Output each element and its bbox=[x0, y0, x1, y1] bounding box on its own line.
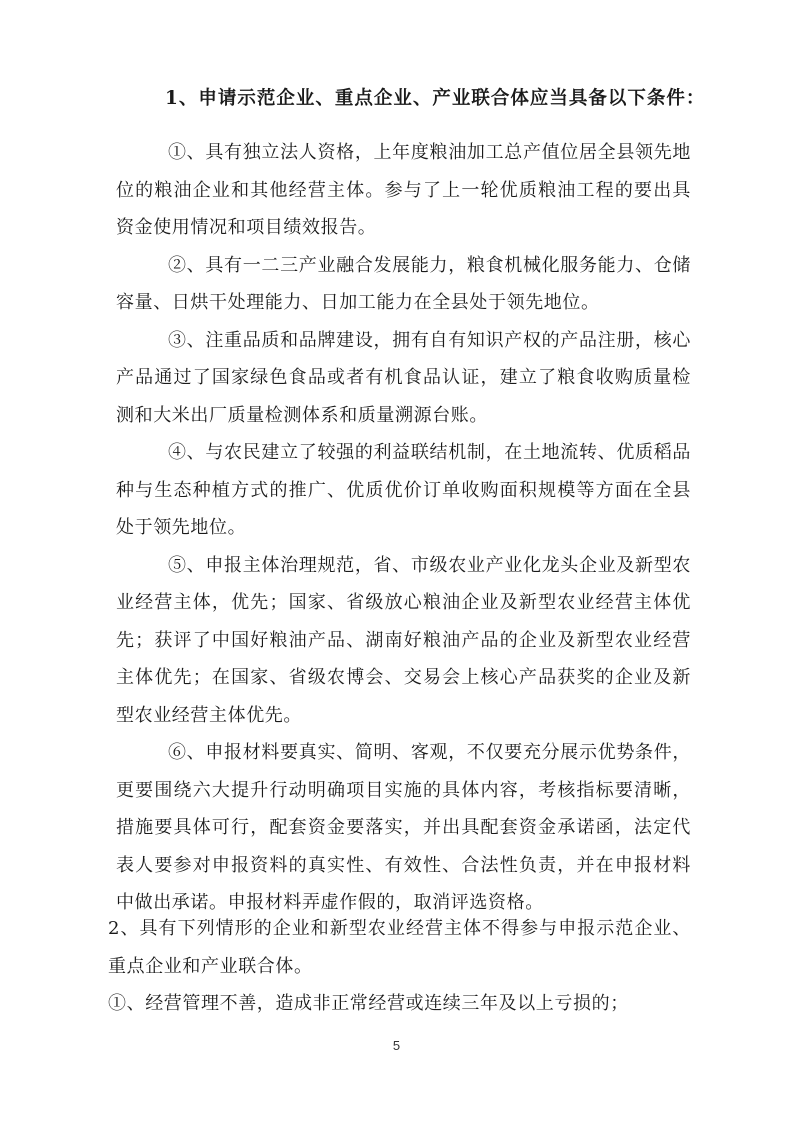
condition-paragraph-4: ④、与农民建立了较强的利益联结机制，在土地流转、优质稻品种与生态种植方式的推广、优质优价订单收购面积规模等方面在全县处于领先地位。 bbox=[116, 442, 691, 538]
section-heading: 1、申请示范企业、重点企业、产业联合体应当具备以下条件： bbox=[165, 88, 706, 109]
condition-paragraph-6: ⑥、申报材料要真实、简明、客观，不仅要充分展示优势条件，更要围绕六大提升行动明确项目实施的具体内容，考核指标要清晰，措施要具体可行，配套资金要落实，并出具配套资金承诺函，法定代表人要参对申报资料的真实性、有效性、合法性负责，并在申报材料中做出承诺。申报材料弄虚作假的，取消评选资格。 bbox=[116, 742, 691, 913]
condition-paragraph-5: ⑤、申报主体治理规范，省、市级农业产业化龙头企业及新型农业经营主体，优先；国家、省级放心粮油企业及新型农业经营主体优先；获评了中国好粮油产品、湖南好粮油产品的企业及新型农业经营主体优先；在国家、省级农博会、交易会上核心产品获奖的企业及新型农业经营主体优先。 bbox=[116, 554, 691, 726]
conditions-list bbox=[116, 134, 691, 922]
condition-paragraph-3: ③、注重品质和品牌建设，拥有自有知识产权的产品注册，核心产品通过了国家绿色食品或者有机食品认证，建立了粮食收购质量检测和大米出厂质量检测体系和质量溯源台账。 bbox=[116, 329, 691, 426]
section-2-title: 2、具有下列情形的企业和新型农业经营主体不得参与申报示范企业、重点企业和产业联合体。 bbox=[108, 918, 691, 977]
section-2-item-1: ①、经营管理不善，造成非正常经营或连续三年及以上亏损的； bbox=[108, 993, 629, 1014]
section-2 bbox=[108, 910, 691, 1023]
condition-paragraph-1: ①、具有独立法人资格，上年度粮油加工总产值位居全县领先地位的粮油企业和其他经营主体。参与了上一轮优质粮油工程的要出具资金使用情况和项目绩效报告。 bbox=[116, 142, 691, 238]
condition-paragraph-2: ②、具有一二三产业融合发展能力，粮食机械化服务能力、仓储容量、日烘干处理能力、日加工能力在全县处于领先地位。 bbox=[116, 254, 691, 313]
page-number: 5 bbox=[392, 1038, 401, 1053]
